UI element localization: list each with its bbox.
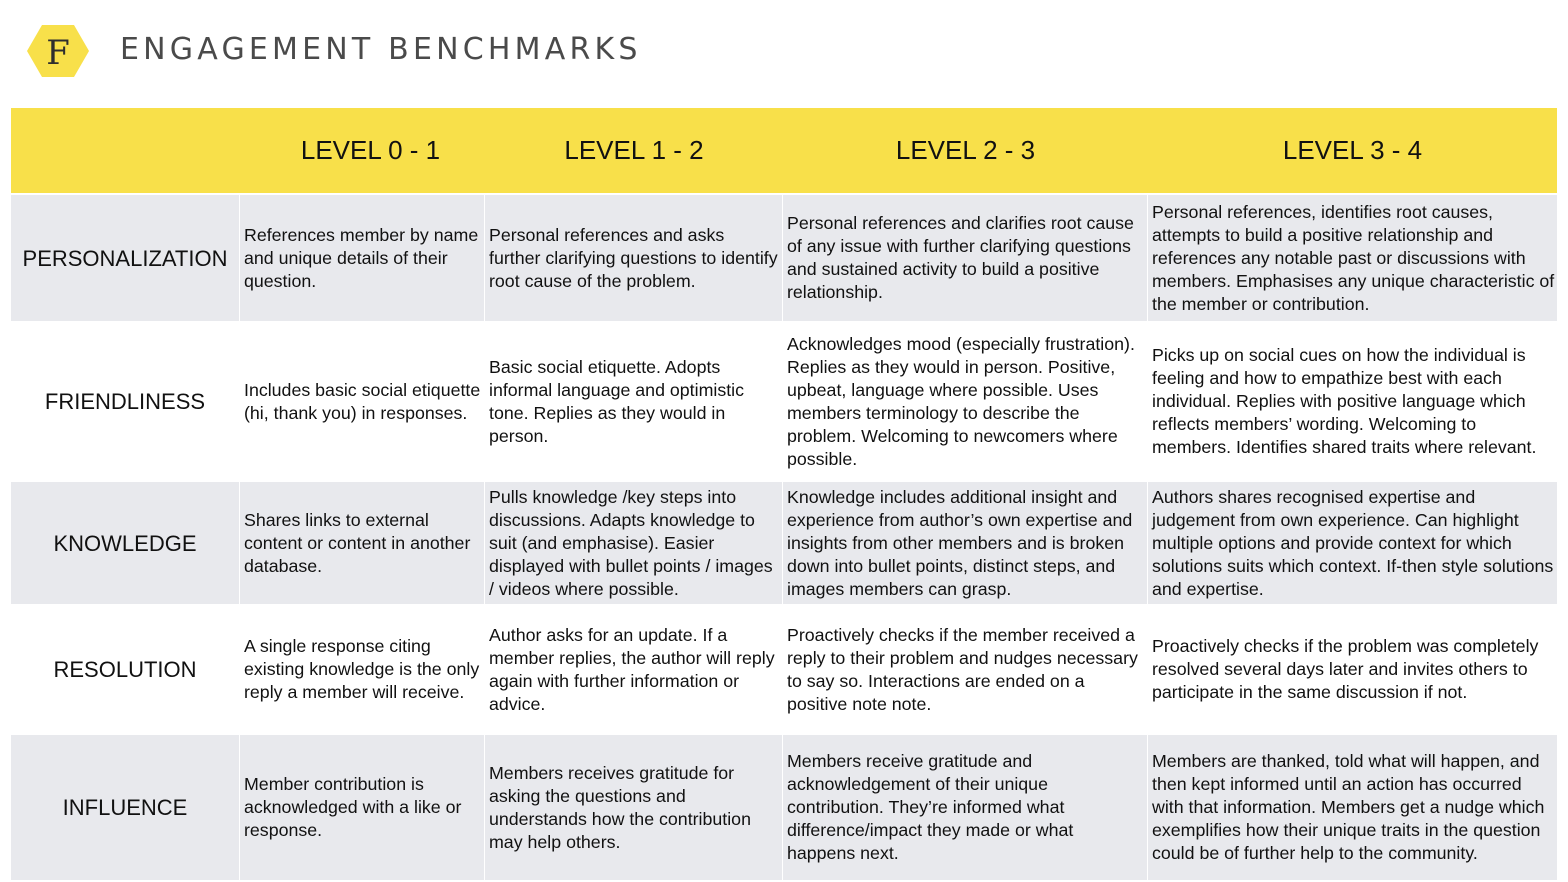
table-cell: Picks up on social cues on how the individual is feeling and how to empathize best with each individual. Replies with positive language which reflects members’ wording. Welcoming to members. Identifies shared traits where relevant. <box>1148 324 1557 482</box>
table-cell: Author asks for an update. If a member replies, the author will reply again with further information or advice. <box>485 607 783 735</box>
benchmarks-table <box>11 108 1557 880</box>
hexagon-f-logo-icon <box>26 24 90 78</box>
table-cell: Proactively checks if the member received a reply to their problem and nudges necessary to say so. Interactions are ended on a positive note note. <box>783 607 1148 735</box>
table-cell: A single response citing existing knowledge is the only reply a member will receive. <box>240 607 485 735</box>
table-cell: Member contribution is acknowledged with a like or response. <box>240 735 485 880</box>
table-cell: Members are thanked, told what will happen, and then kept informed until an action has occurred with that information. Members get a nudge which exemplifies how their unique traits in the question could be of further help to the community. <box>1148 735 1557 880</box>
column-header-level-3-4: LEVEL 3 - 4 <box>1148 108 1557 195</box>
row-label-friendliness: FRIENDLINESS <box>11 324 240 482</box>
table-cell: Authors shares recognised expertise and judgement from own experience. Can highlight multiple options and provide context for which solutions suits which context. If-then style solutions and expertise. <box>1148 482 1557 607</box>
column-header-level-0-1: LEVEL 0 - 1 <box>240 108 485 195</box>
table-cell: Members receive gratitude and acknowledgement of their unique contribution. They’re informed what difference/impact they made or what happens next. <box>783 735 1148 880</box>
row-label-knowledge: KNOWLEDGE <box>11 482 240 607</box>
table-cell: Pulls knowledge /key steps into discussions. Adapts knowledge to suit (and emphasise). Easier displayed with bullet points / images / videos where possible. <box>485 482 783 607</box>
table-cell: References member by name and unique details of their question. <box>240 195 485 324</box>
table-cell: Members receives gratitude for asking the questions and understands how the contribution may help others. <box>485 735 783 880</box>
table-cell: Proactively checks if the problem was completely resolved several days later and invites others to participate in the same discussion if not. <box>1148 607 1557 735</box>
table-cell: Personal references and asks further clarifying questions to identify root cause of the problem. <box>485 195 783 324</box>
table-cell: Shares links to external content or content in another database. <box>240 482 485 607</box>
table-cell: Includes basic social etiquette (hi, thank you) in responses. <box>240 324 485 482</box>
table-cell: Personal references and clarifies root cause of any issue with further clarifying questions and sustained activity to build a positive relationship. <box>783 195 1148 324</box>
logo-letter: F <box>46 33 70 73</box>
page-title: ENGAGEMENT BENCHMARKS <box>120 32 642 67</box>
column-header-level-2-3: LEVEL 2 - 3 <box>783 108 1148 195</box>
column-header-empty <box>11 108 240 195</box>
row-label-resolution: RESOLUTION <box>11 607 240 735</box>
table-cell: Basic social etiquette. Adopts informal language and optimistic tone. Replies as they would in person. <box>485 324 783 482</box>
table-cell: Personal references, identifies root causes, attempts to build a positive relationship and references any notable past or discussions with members. Emphasises any unique characteristic of the member or contribution. <box>1148 195 1557 324</box>
table-cell: Acknowledges mood (especially frustration). Replies as they would in person. Positive, upbeat, language where possible. Uses members terminology to describe the problem. Welcoming to newcomers where possible. <box>783 324 1148 482</box>
row-label-influence: INFLUENCE <box>11 735 240 880</box>
column-header-level-1-2: LEVEL 1 - 2 <box>485 108 783 195</box>
page-header <box>0 0 1568 106</box>
row-label-personalization: PERSONALIZATION <box>11 195 240 324</box>
table-cell: Knowledge includes additional insight and experience from author’s own expertise and insights from other members and is broken down into bullet points, distinct steps, and images members can grasp. <box>783 482 1148 607</box>
